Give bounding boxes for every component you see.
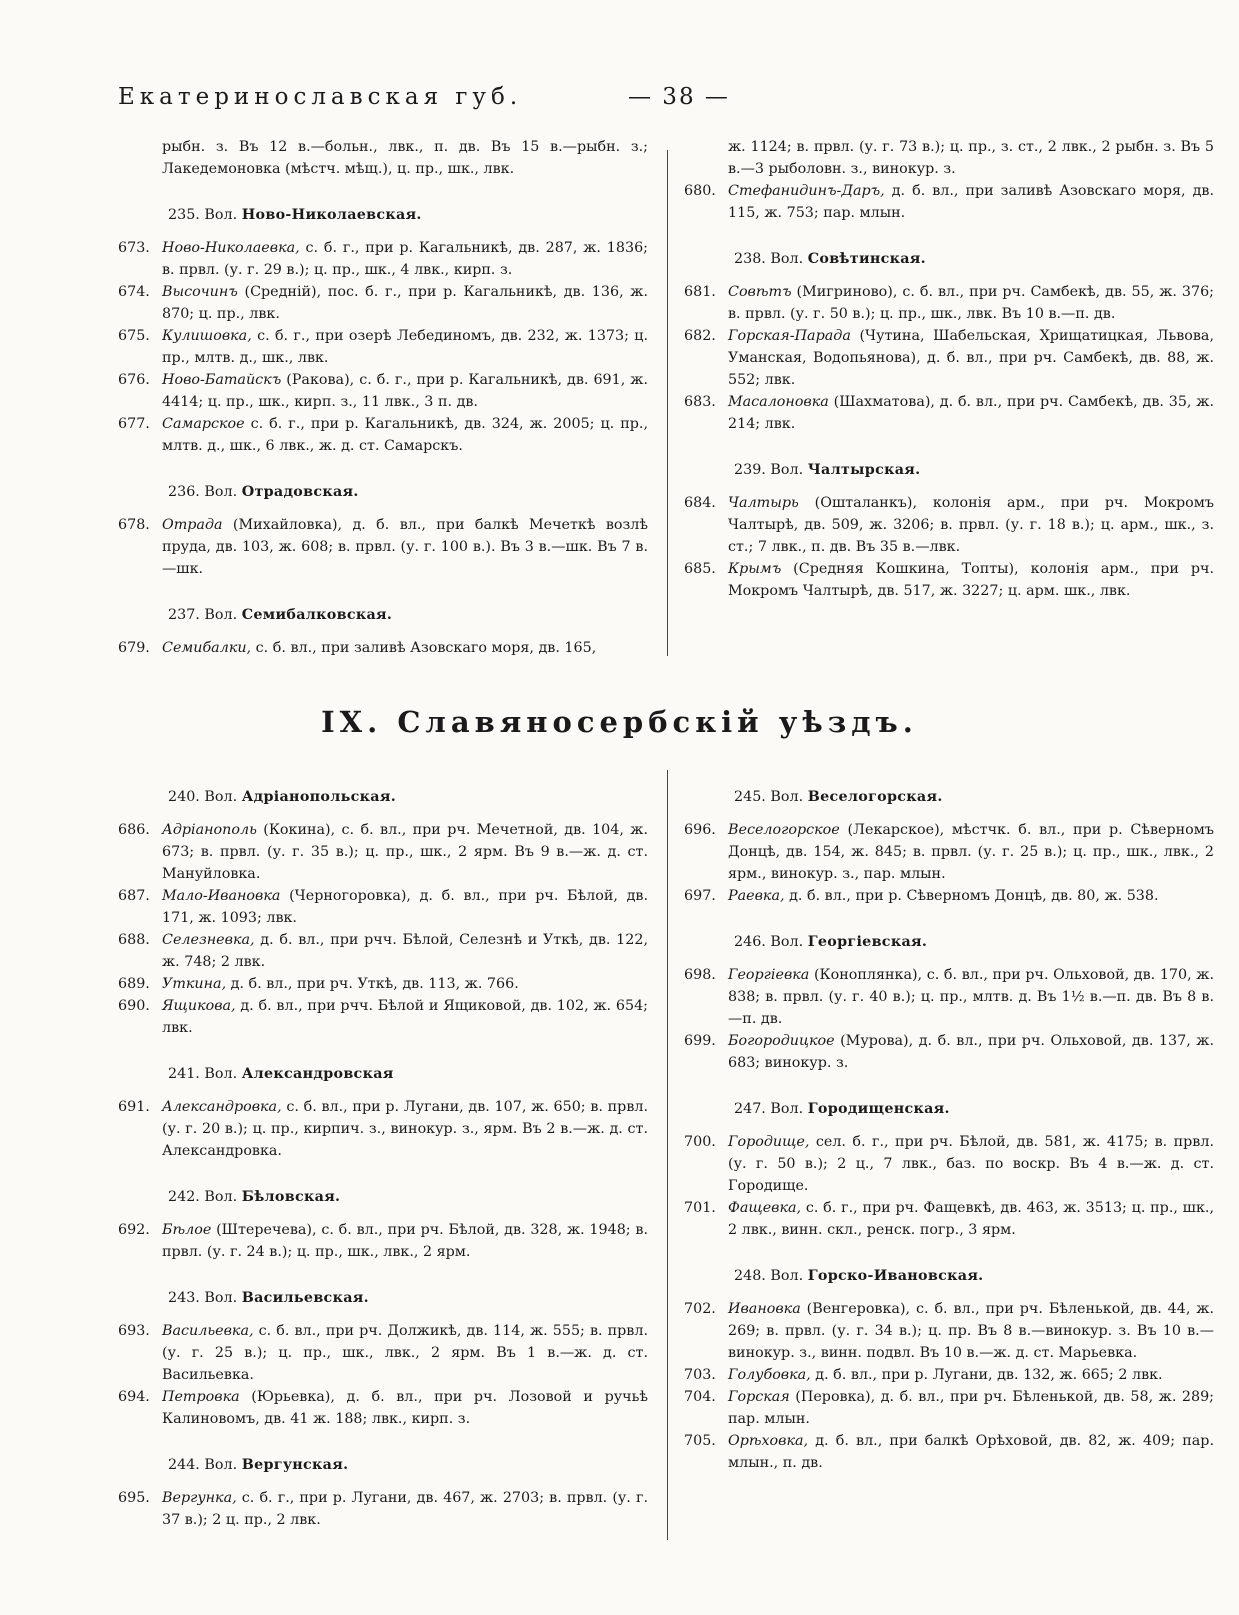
gazetteer-entry [684,1430,1214,1474]
volost-name: Горско-Ивановская. [807,1268,984,1284]
settlement-name: Ивановка [728,1301,801,1317]
gazetteer-entry [118,514,648,580]
volost-label: Вол. [770,934,804,950]
entry-number: 689. [118,976,150,992]
volost-label: Вол. [770,1268,804,1284]
gazetteer-entry [684,325,1214,391]
entry-text: (Черногоровка), д. б. вл., при рч. Бѣлой, дв. 171, ж. 1093; лвк. [162,888,648,926]
column-divider [667,150,668,656]
volost-label: Вол. [770,251,804,267]
settlement-name: Стефанидинъ-Даръ, [728,183,885,199]
gazetteer-entry [684,885,1214,907]
entry-number: 696. [684,822,716,838]
volost-number: 243. [168,1290,200,1306]
volost-name: Александровская [241,1066,394,1082]
entry-text: с. б. г., при рч. Фащевкѣ, дв. 463, ж. 3513; ц. пр., шк., 2 лвк., винн. скл., ренск. погр., 3 ярм. [728,1200,1214,1238]
entry-text: д. б. вл., при рч. Уткѣ, дв. 113, ж. 766. [226,976,519,992]
volost-number: 237. [168,607,200,623]
volost-name: Совѣтинская. [807,251,926,267]
entry-number: 701. [684,1200,716,1216]
settlement-name: Бѣлое [162,1222,212,1238]
settlement-name: Кулишовка, [162,328,252,344]
entry-number: 699. [684,1033,716,1049]
volost-name: Городищенская. [807,1101,950,1117]
gazetteer-entry [118,929,648,973]
volost-heading [684,1265,1214,1287]
entry-number: 680. [684,183,716,199]
gazetteer-entry [684,1386,1214,1430]
volost-number: 245. [734,789,766,805]
gazetteer-entry [684,1131,1214,1197]
volost-name: Ново-Николаевская. [241,207,422,223]
entry-text: с. б. г., при р. Кагальникѣ, дв. 324, ж. 2005; ц. пр., млтв. д., шк., 6 лвк., ж. д. ст. Самарскъ. [162,416,648,454]
gazetteer-entry [118,637,648,659]
volost-label: Вол. [204,1066,238,1082]
entry-number: 688. [118,932,150,948]
entry-number: 698. [684,967,716,983]
volost-name: Адріанопольская. [241,789,396,805]
entry-number: 704. [684,1389,716,1405]
gazetteer-entry [118,1219,648,1263]
entry-text: д. б. вл., при р. Сѣверномъ Донцѣ, дв. 80, ж. 538. [784,888,1159,904]
gazetteer-entry [684,391,1214,435]
gazetteer-entry [684,1030,1214,1074]
top-left-column [118,136,648,659]
entry-number: 682. [684,328,716,344]
volost-heading [684,1098,1214,1120]
settlement-name: Высочинъ [162,284,238,300]
settlement-name: Александровка, [162,1099,282,1115]
volost-label: Вол. [204,1457,238,1473]
entry-text: д. б. вл., при рчч. Бѣлой, Селезнѣ и Уткѣ, дв. 122, ж. 748; 2 лвк. [162,932,648,970]
entry-number: 678. [118,517,150,533]
volost-name: Чалтырская. [807,462,921,478]
continued-text: рыбн. з. Въ 12 в.—больн., лвк., п. дв. Въ 15 в.—рыбн. з.; Лакедемоновка (мѣстч. мѣщ.), ц. пр., шк., лвк. [162,139,648,177]
volost-heading [684,786,1214,808]
volost-label: Вол. [204,1290,238,1306]
entry-number: 687. [118,888,150,904]
settlement-name: Адріанополь [162,822,257,838]
entry-text: (Средній), пос. б. г., при р. Кагальникѣ, дв. 136, ж. 870; ц. пр., лвк. [162,284,648,322]
gazetteer-entry [684,281,1214,325]
bottom-left-column [118,764,648,1531]
volost-number: 244. [168,1457,200,1473]
gazetteer-entry [118,973,648,995]
entry-number: 705. [684,1433,716,1449]
entry-number: 693. [118,1323,150,1339]
entry-text: (Коноплянка), с. б. вл., при рч. Ольховой, дв. 170, ж. 838; в. првл. (у. г. 40 в.); ц. пр., млтв. д. Въ 1½ в.—п. дв. Въ 8 в.—п. дв. [728,967,1214,1027]
entry-text: (Кокина), с. б. вл., при рч. Мечетной, дв. 104, ж. 673; в. првл. (у. г. 35 в.); ц. пр., шк., 2 ярм. Въ 9 в.—ж. д. ст. Мануйловка. [162,822,648,882]
gazetteer-entry [118,1386,648,1430]
volost-number: 248. [734,1268,766,1284]
volost-label: Вол. [770,789,804,805]
volost-name: Веселогорская. [807,789,943,805]
gazetteer-entry [118,413,648,457]
entry-text: (Перовка), д. б. вл., при рч. Бѣленькой, дв. 58, ж. 289; пар. млын. [728,1389,1214,1427]
entry-text: (Штеречева), с. б. вл., при рч. Бѣлой, дв. 328, ж. 1948; в. првл. (у. г. 24 в.); ц. пр., шк., лвк., 2 ярм. [162,1222,648,1260]
volost-heading [118,1287,648,1309]
settlement-name: Фащевка, [728,1200,802,1216]
entry-text: с. б. вл., при р. Лугани, дв. 107, ж. 650; в. првл. (у. г. 20 в.); ц. пр., кирпич. з., винокур. з., ярм. Въ 2 в.—ж. д. ст. Александровка. [162,1099,648,1159]
gazetteer-entry [118,281,648,325]
entry-text: (Шахматова), д. б. вл., при рч. Самбекѣ, дв. 35, ж. 214; лвк. [728,394,1214,432]
settlement-name: Отрада [162,517,223,533]
continued-text: ж. 1124; в. првл. (у. г. 73 в.); ц. пр., з. ст., 2 лвк., 2 рыбн. з. Въ 5 в.—3 рыболовн. з., винокур. з. [728,139,1214,177]
volost-heading [118,1454,648,1476]
gazetteer-entry [118,1320,648,1386]
entry-text: с. б. г., при р. Кагальникѣ, дв. 287, ж. 1836; в. првл. (у. г. 29 в.); ц. пр., шк., 4 лвк., кирп. з. [162,240,648,278]
entry-text: д. б. вл., при рчч. Бѣлой и Ящиковой, дв. 102, ж. 654; лвк. [162,998,648,1036]
entry-number: 679. [118,640,150,656]
settlement-name: Вергунка, [162,1490,237,1506]
volost-number: 240. [168,789,200,805]
settlement-name: Чалтырь [728,495,799,511]
entry-number: 695. [118,1490,150,1506]
entry-number: 675. [118,328,150,344]
volost-name: Семибалковская. [241,607,393,623]
entry-number: 673. [118,240,150,256]
settlement-name: Масалоновка [728,394,829,410]
volost-name: Вергунская. [241,1457,349,1473]
volost-heading [118,604,648,626]
entry-number: 703. [684,1367,716,1383]
volost-label: Вол. [204,607,238,623]
volost-label: Вол. [770,462,804,478]
gazetteer-entry [118,1487,648,1531]
entry-number: 685. [684,561,716,577]
volost-heading [684,459,1214,481]
volost-number: 246. [734,934,766,950]
settlement-name: Крымъ [728,561,782,577]
volost-label: Вол. [204,207,238,223]
bottom-right-column [684,764,1214,1474]
settlement-name: Уткина, [162,976,227,992]
settlement-name: Селезневка, [162,932,255,948]
column-divider [667,770,668,1540]
gazetteer-entry [118,369,648,413]
entry-number: 674. [118,284,150,300]
entry-number: 700. [684,1134,716,1150]
volost-number: 236. [168,484,200,500]
volost-number: 247. [734,1101,766,1117]
entry-text: (Чутина, Шабельская, Хрищатицкая, Львова, Уманская, Водопьянова), д. б. вл., при рч. Самбекѣ, дв. 88, ж. 552; лвк. [728,328,1214,388]
entry-number: 694. [118,1389,150,1405]
entry-number: 683. [684,394,716,410]
entry-text: (Венгеровка), с. б. вл., при рч. Бѣленькой, дв. 44, ж. 269; в. првл. (у. г. 34 в.); ц. пр. Въ 8 в.—винокур. з. Въ 10 в.—винокур. з., винн. подвл. Въ 10 в.—ж. д. ст. Марьевка. [728,1301,1214,1361]
top-right-column [684,136,1214,602]
volost-name: Георгіевская. [807,934,928,950]
entry-text: (Юрьевка), д. б. вл., при рч. Лозовой и ручьѣ Калиновомъ, дв. 41 ж. 188; лвк., кирп. з. [162,1389,648,1427]
entry-number: 686. [118,822,150,838]
entry-text: (Средняя Кошкина, Топты), колонія арм., при рч. Мокромъ Чалтырѣ, дв. 517, ж. 3227; ц. арм. шк., лвк. [728,561,1214,599]
settlement-name: Богородицкое [728,1033,835,1049]
gazetteer-entry [118,885,648,929]
entry-text: (Мурова), д. б. вл., при рч. Ольховой, дв. 137, ж. 683; винокур. з. [728,1033,1214,1071]
settlement-name: Орѣховка, [728,1433,809,1449]
section-title: IX. Славяносербскій уѣздъ. [321,705,918,739]
volost-name: Бѣловская. [241,1189,341,1205]
settlement-name: Ящикова, [162,998,236,1014]
entry-text: (Лекарское), мѣстчк. б. вл., при р. Сѣверномъ Донцѣ, дв. 154, ж. 845; в. првл. (у. г. 25 в.); ц. пр., шк., лвк., 2 ярм., винокур. з., пар. млын. [728,822,1214,882]
gazetteer-entry [684,964,1214,1030]
volost-heading [118,786,648,808]
settlement-name: Горская-Парада [728,328,851,344]
volost-label: Вол. [770,1101,804,1117]
entry-number: 697. [684,888,716,904]
entry-text: д. б. вл., при заливѣ Азовскаго моря, дв. 115, ж. 753; пар. млын. [728,183,1214,221]
running-title: Екатеринославская губ. [118,84,523,110]
gazetteer-entry [684,558,1214,602]
volost-label: Вол. [204,1189,238,1205]
settlement-name: Георгіевка [728,967,810,983]
gazetteer-entry [118,995,648,1039]
volost-heading [684,931,1214,953]
volost-number: 239. [734,462,766,478]
gazetteer-entry [684,492,1214,558]
entry-text: сел. б. г., при рч. Бѣлой, дв. 581, ж. 4175; в. првл. (у. г. 50 в.); 2 ц., 7 лвк., баз. по воскр. Въ 4 в.—ж. д. ст. Городище. [728,1134,1214,1194]
entry-number: 684. [684,495,716,511]
gazetteer-entry [684,1298,1214,1364]
gazetteer-entry [118,325,648,369]
settlement-name: Раевка, [728,888,785,904]
volost-number: 241. [168,1066,200,1082]
volost-heading [118,1063,648,1085]
gazetteer-entry [684,819,1214,885]
entry-text: с. б. вл., при заливѣ Азовскаго моря, дв. 165, [251,640,597,656]
settlement-name: Васильевка, [162,1323,254,1339]
settlement-name: Петровка [162,1389,240,1405]
volost-name: Отрадовская. [241,484,359,500]
entry-text: (Ошталанкъ), колонія арм., при рч. Мокромъ Чалтырѣ, дв. 509, ж. 3206; в. првл. (у. г. 18 в.); ц. арм., шк., з. ст.; 7 лвк., п. дв. Въ 35 в.—лвк. [728,495,1214,555]
entry-number: 691. [118,1099,150,1115]
volost-heading [118,204,648,226]
entry-number: 690. [118,998,150,1014]
gazetteer-entry [118,1096,648,1162]
entry-text: (Мигриново), с. б. вл., при рч. Самбекѣ, дв. 55, ж. 376; в. првл. (у. г. 50 в.); ц. пр., шк., лвк. Въ 10 в.—п. дв. [728,284,1214,322]
settlement-name: Ново-Николаевка, [162,240,300,256]
entry-number: 676. [118,372,150,388]
entry-text: с. б. вл., при рч. Должикѣ, дв. 114, ж. 555; в. првл. (у. г. 25 в.); ц. пр., шк., лвк., 2 ярм. Въ 1 в.—ж. д. ст. Васильевка. [162,1323,648,1383]
volost-heading [118,481,648,503]
settlement-name: Веселогорское [728,822,840,838]
entry-number: 702. [684,1301,716,1317]
gazetteer-entry [118,237,648,281]
entry-text: д. б. вл., при балкѣ Орѣховой, дв. 82, ж. 409; пар. млын., п. дв. [728,1433,1214,1471]
gazetteer-entry [684,180,1214,224]
gazetteer-entry [684,1364,1214,1386]
volost-heading [684,248,1214,270]
entry-text: с. б. г., при озерѣ Лебединомъ, дв. 232, ж. 1373; ц. пр., млтв. д., шк., лвк. [162,328,648,366]
volost-heading [118,1186,648,1208]
settlement-name: Городище, [728,1134,810,1150]
volost-label: Вол. [204,484,238,500]
entry-text: с. б. г., при р. Лугани, дв. 467, ж. 2703; в. првл. (у. г. 37 в.); 2 ц. пр., 2 лвк. [162,1490,648,1528]
volost-number: 238. [734,251,766,267]
entry-number: 677. [118,416,150,432]
running-head [118,84,1138,124]
entry-text: (Михайловка), д. б. вл., при балкѣ Мечеткѣ возлѣ пруда, дв. 103, ж. 608; в. првл. (у. г. 100 в.). Въ 3 в.—шк. Въ 7 в.—шк. [162,517,648,577]
volost-number: 235. [168,207,200,223]
entry-number: 692. [118,1222,150,1238]
entry-text: (Ракова), с. б. г., при р. Кагальникѣ, дв. 691, ж. 4414; ц. пр., шк., кирп. з., 11 лвк., 3 п. дв. [162,372,648,410]
settlement-name: Горская [728,1389,790,1405]
volost-name: Васильевская. [241,1290,369,1306]
volost-label: Вол. [204,789,238,805]
settlement-name: Голубовка, [728,1367,811,1383]
settlement-name: Самарское [162,416,245,432]
gazetteer-entry [118,819,648,885]
settlement-name: Семибалки, [162,640,252,656]
settlement-name: Ново-Батайскъ [162,372,282,388]
volost-number: 242. [168,1189,200,1205]
gazetteer-entry [684,1197,1214,1241]
settlement-name: Совѣтъ [728,284,792,300]
entry-number: 681. [684,284,716,300]
settlement-name: Мало-Ивановка [162,888,281,904]
page-number: — 38 — [628,84,730,110]
entry-text: д. б. вл., при р. Лугани, дв. 132, ж. 665; 2 лвк. [810,1367,1163,1383]
